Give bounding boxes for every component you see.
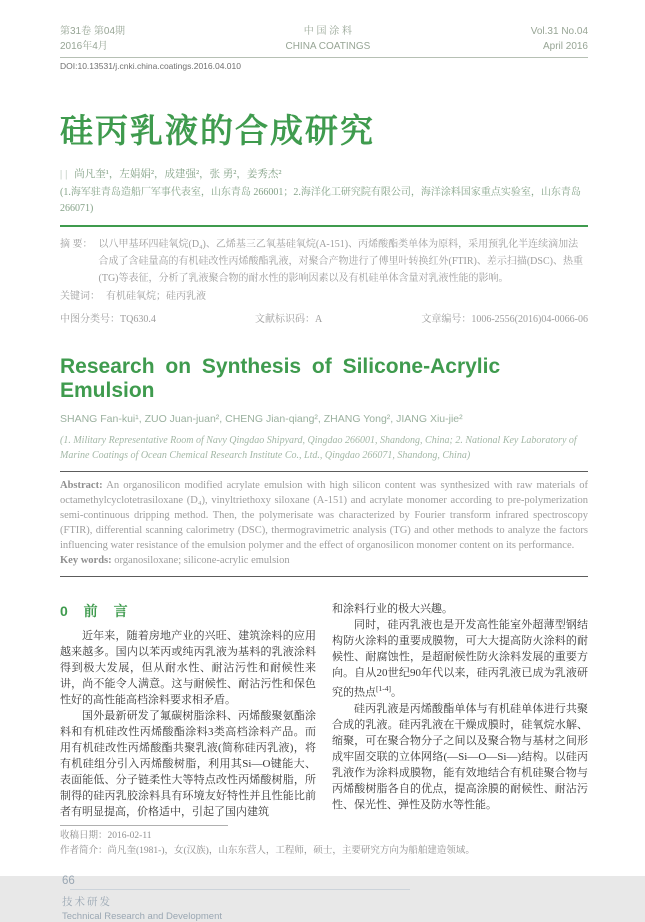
header-issue-info <box>60 24 125 54</box>
header-divider <box>60 57 588 58</box>
article-title-en: Research on Synthesis of Silicone-Acrylic Emulsion <box>60 355 501 402</box>
authors-cn-text: 尚凡奎¹，左娟娟²，成建强²，张 勇²，姜秀杰² <box>74 169 282 180</box>
column-label-en: Technical Research and Development <box>62 911 223 922</box>
body-paragraph: 近年来，随着房地产业的兴旺、建筑涂料的应用越来越多。国内以苯丙或纯丙乳液为基料的乳液涂料得到极大发展，但从耐水性、耐沾污性和耐候性来讲，尚不能令人满意。这与耐候性、耐沾污性和保色性好的高性能高档涂料要求相矛盾。 <box>60 630 316 706</box>
author-bio: 作者简介：尚凡奎(1981-)，女(汉族)，山东东营人，工程师，硕士，主要研究方向为船舶建造领域。 <box>60 846 475 856</box>
received-date: 收稿日期：2016-02-11 <box>60 831 152 841</box>
article-title-cn: 硅丙乳液的合成研究 <box>60 112 375 149</box>
issue-date-en: April 2016 <box>542 41 588 52</box>
page-number: 66 <box>62 875 75 887</box>
issue-date-cn: 2016年4月 <box>60 41 108 52</box>
article-number: 文章编号：1006-2556(2016)04-0066-06 <box>421 314 588 325</box>
doi-line: DOI:10.13531/j.cnki.china.coatings.2016.04.010 <box>60 61 241 71</box>
authors-cn <box>60 166 588 181</box>
section-heading-0: 0 前 言 <box>60 603 134 619</box>
abstract-en-top-divider <box>60 471 588 472</box>
journal-name-cn: 中 国 涂 料 <box>303 26 353 37</box>
keywords-en <box>60 553 588 568</box>
body-column-right <box>332 601 588 820</box>
abstract-cn-label: 摘 要： <box>60 239 93 250</box>
journal-header <box>60 24 588 54</box>
citation-ref: [1-4] <box>376 684 391 693</box>
body-paragraph: 国外最新研发了氟碳树脂涂料、丙烯酸聚氨酯涂料和有机硅改性丙烯酸酯涂料3类高档涂料产品。而用有机硅改性丙烯酸酯共聚乳液(简称硅丙乳液)，将有机硅组分引入丙烯酸树脂，利用其Si—O键能大、表面能低、分子链柔性大等特点改性丙烯酸树脂，所制得的硅丙乳胶涂料具有环境友好特性并且性能比前者有明显提高，价格适中，引起了国内建筑 <box>60 710 316 818</box>
page-footer <box>60 875 588 922</box>
header-vol-en <box>531 24 588 54</box>
abstract-cn-text: 以八甲基环四硅氧烷(D₄)、乙烯基三乙氧基硅氧烷(A-151)、丙烯酸酯类单体为原料，采用预乳化半连续滴加法合成了含硅量高的有机硅改性丙烯酸酯乳液，对聚合产物进行了傅里叶转换红外(FTIR)、差示扫描(DSC)、热重(TG)等表征，分析了乳液聚合物的耐水性的影响因素以及有机硅单体含量对乳液性能的影响。 <box>98 239 583 284</box>
footnote-block <box>60 825 588 859</box>
affiliation-en: (1. Military Representative Room of Navy Qingdao Shipyard, Qingdao 266001, Shandong, China; 2. National Key Laboratory of Marine Coatings of Ocean Chemical Research Institute Co., Ltd., Qingdao 266071, Shandong, China) <box>60 435 577 461</box>
article-meta-row <box>60 310 588 325</box>
affiliation-cn: (1.海军驻青岛造船厂军事代表室，山东青岛 266001；2.海洋化工研究院有限公司，海洋涂料国家重点实验室，山东青岛 266071) <box>60 187 581 214</box>
abstract-en-text: An organosilicon modified acrylate emulsion with high silicon content was synthesized with raw materials of octamethylcyclotetrasiloxane (D₄), vinyltriethoxy siloxane (A-151) and acrylate monomer according to pre-polymerization semi-continuous dripping method. Then, the polymerisate was characterized by Fourier transform infrared spectroscopy (FTIR), differential scanning calorimetry (DSC), thermogravimetric analysis (TG) and other methods to analyze the factors influencing water resistance of the emulsion polymer and the effect of organosilicon monomer content on its performance. <box>60 480 589 551</box>
keywords-cn <box>60 288 588 305</box>
title-divider <box>60 225 588 227</box>
authors-en: SHANG Fan-kui¹, ZUO Juan-juan², CHENG Jian-qiang², ZHANG Yong², JIANG Xiu-jie² <box>60 413 463 425</box>
paragraph-text: 同时，硅丙乳液也是开发高性能室外超薄型钢结构防火涂料的重要成膜物，可大大提高防火涂料的耐候性、耐腐蚀性，是超耐候性防火涂料发展的重要方向。自从20世纪90年代以来，硅丙乳液已成为乳液研究的热点 <box>332 619 588 699</box>
keywords-en-label: Key words: <box>60 555 112 566</box>
author-prefix-mark: || <box>60 169 71 180</box>
abstract-en-label: Abstract: <box>60 480 103 491</box>
journal-name-en: CHINA COATINGS <box>285 41 371 52</box>
column-label-cn: 技术研发 <box>62 896 112 908</box>
keywords-cn-label: 关键词： <box>60 291 100 302</box>
body-paragraph: 硅丙乳液是丙烯酸酯单体与有机硅单体进行共聚合成的乳液。硅丙乳液在干燥成膜时，硅氧烷水解、缩聚，可在聚合物分子之间以及聚合物与基材之间形成牢固交联的立体网络(—Si—O—Si—)结构。以硅丙乳液作为涂料成膜物，能有效地结合有机硅聚合物与丙烯酸树脂各自的优点，提高涂膜的耐候性、耐沾污性、保光性、弹性及防水等性能。 <box>332 702 588 811</box>
volume-issue-en: Vol.31 No.04 <box>530 26 588 37</box>
footnote-divider <box>60 825 228 826</box>
body-columns <box>60 601 588 820</box>
document-code: 文献标识码：A <box>254 314 323 325</box>
abstract-cn <box>60 236 588 287</box>
volume-issue: 第31卷 第04期 <box>60 26 126 37</box>
paragraph-text: 。 <box>391 686 402 699</box>
journal-name <box>285 24 370 54</box>
footer-divider <box>70 889 410 890</box>
clc-number: 中图分类号：TQ630.4 <box>60 314 156 325</box>
body-paragraph: 和涂料行业的极大兴趣。 <box>332 603 453 615</box>
body-paragraph <box>332 617 588 701</box>
abstract-en <box>60 478 588 568</box>
keywords-en-text: organosiloxane; silicone-acrylic emulsion <box>114 555 290 566</box>
keywords-cn-text: 有机硅氧烷；硅丙乳液 <box>106 291 206 302</box>
body-column-left <box>60 601 316 820</box>
abstract-en-bottom-divider <box>60 576 588 577</box>
